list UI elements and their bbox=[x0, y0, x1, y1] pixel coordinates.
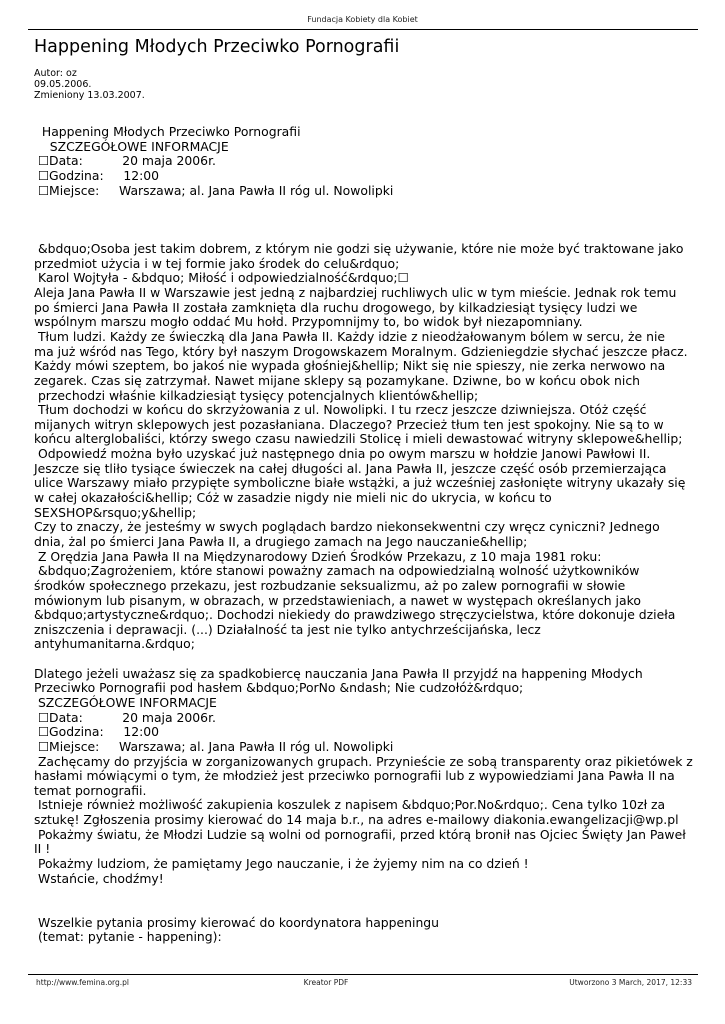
body-line: końcu alterglobaliści, którzy swego czasu nawiedzili Stolicę i mieli dewastować witryny sklepowe&hellip; bbox=[34, 431, 683, 447]
article-meta bbox=[34, 68, 145, 102]
body-line: ☐Data: 20 maja 2006r. bbox=[34, 709, 216, 725]
body-line: ma już wśród nas Tego, który był naszym Drogowskazem Moralnym. Gdzieniegdzie słychać jeszcze płacz. bbox=[34, 343, 688, 359]
body-line: w całej okazałości&hellip; Cóż w zasadzie nigdy nie mieli nic do ukrycia, w końcu to bbox=[34, 490, 552, 506]
body-line: zniszczenia i deprawacji. (...) Działalność ta jest nie tylko antychrześcijańska, lecz bbox=[34, 621, 541, 637]
body-line: Z Orędzia Jana Pawła II na Międzynarodowy Dzień Środków Przekazu, z 10 maja 1981 roku: bbox=[34, 548, 602, 564]
body-line: Zachęcamy do przyjścia w zorganizowanych grupach. Przynieście ze sobą transparenty oraz pikietówek z bbox=[34, 753, 693, 769]
body-line: II ! bbox=[34, 841, 51, 857]
body-line: temat pornografii. bbox=[34, 782, 147, 798]
footer-divider bbox=[28, 974, 698, 975]
body-line: Pokażmy ludziom, że pamiętamy Jego nauczanie, i że żyjemy nim na co dzień ! bbox=[34, 856, 529, 872]
body-line: przechodzi właśnie kilkadziesiąt tysięcy potencjalnych klientów&hellip; bbox=[34, 387, 479, 403]
body-line: zegarek. Czas się zatrzymał. Nawet mijane sklepy są pozamykane. Dziwne, bo w końcu obok nich bbox=[34, 372, 640, 388]
body-line: Wszelkie pytania prosimy kierować do koordynatora happeningu bbox=[34, 914, 440, 930]
body-line: ☐Godzina: 12:00 bbox=[34, 724, 160, 740]
body-line: (temat: pytanie - happening): bbox=[34, 929, 222, 945]
blank-line bbox=[34, 886, 694, 901]
body-line: antyhumanitarna.&rdquo; bbox=[34, 636, 195, 652]
body-line: Pokażmy światu, że Młodzi Ludzie są wolni od pornografii, przed którą bronił nas Ojciec Święty Jan Paweł bbox=[34, 826, 686, 842]
footer-created-date: Utworzono 3 March, 2017, 12:33 bbox=[569, 978, 692, 987]
blank-line bbox=[34, 198, 694, 213]
body-line: Przeciwko Pornografii pod hasłem &bdquo;PorNo &ndash; Nie cudzołóż&rdquo; bbox=[34, 680, 524, 696]
blank-line bbox=[34, 213, 694, 228]
footer-url: http://www.femina.org.pl bbox=[36, 978, 129, 987]
body-line: hasłami mówiącymi o tym, że młodzież jest przeciwko pornografii lub z wypowiedziami Jana Pawła II na bbox=[34, 768, 675, 784]
body-line: mijanych witryn sklepowych jest pozasłaniana. Dlaczego? Przecież tłum ten jest spokojny. Nie są to w bbox=[34, 416, 664, 432]
body-line: wspólnym marszu mogło oddać Mu hołd. Przypomnijmy to, bo widok był niezapomniany. bbox=[34, 314, 583, 330]
footer-generator: Kreator PDF bbox=[303, 978, 349, 987]
body-line: Jeszcze się tliło tysiące świeczek na całej długości al. Jana Pawła II, jeszcze część osób przemierzająca bbox=[34, 460, 667, 476]
body-line: Karol Wojtyła - &bdquo; Miłość i odpowiedzialność&rdquo;☐ bbox=[34, 270, 409, 286]
body-line: przedmiot użycia i w tej formie jako środek do celu&rdquo; bbox=[34, 255, 400, 271]
body-line: Istnieje również możliwość zakupienia koszulek z napisem &bdquo;Por.No&rdquo;. Cena tylko 10zł za bbox=[34, 797, 666, 813]
body-line: Tłum ludzi. Każdy ze świeczką dla Jana Pawła II. Każdy idzie z nieodżałowanym bólem w sercu, że nie bbox=[34, 328, 666, 344]
blank-line bbox=[34, 227, 694, 242]
body-line: Happening Młodych Przeciwko Pornografii bbox=[34, 124, 301, 139]
body-line: SEXSHOP&rsquo;y&hellip; bbox=[34, 504, 197, 520]
body-line: &bdquo;artystyczne&rdquo;. Dochodzi niekiedy do prawdziwego stręczycielstwa, które dokonuje dzieła bbox=[34, 607, 676, 623]
body-line: SZCZEGÓŁOWE INFORMACJE bbox=[34, 694, 217, 710]
article-author: Autor: oz bbox=[34, 68, 77, 79]
body-line: środków społecznego przekazu, jest rozbudzanie seksualizmu, aż po zalew pornografii w słowie bbox=[34, 577, 626, 593]
article-date: 09.05.2006. bbox=[34, 79, 92, 91]
body-line: mówionym lub pisanym, w obrazach, w przedstawieniach, a nawet w występach określanych jako bbox=[34, 592, 641, 608]
body-line: &bdquo;Zagrożeniem, które stanowi poważny zamach na odpowiedzialną wolność użytkowników bbox=[34, 563, 640, 579]
body-line: sztukę! Zgłoszenia prosimy kierować do 14 maja b.r., na adres e-mailowy diakonia.ewangelizacji@wp.pl bbox=[34, 812, 679, 828]
body-line: ☐Miejsce: Warszawa; al. Jana Pawła II róg ul. Nowolipki bbox=[34, 182, 394, 198]
header-divider bbox=[28, 29, 698, 30]
body-line: ☐Miejsce: Warszawa; al. Jana Pawła II róg ul. Nowolipki bbox=[34, 738, 394, 754]
article-body bbox=[34, 125, 694, 945]
body-line: dnia, żal po śmierci Jana Pawła II, a drugiego zamach na Jego nauczanie&hellip; bbox=[34, 533, 528, 549]
body-line: SZCZEGÓŁOWE INFORMACJE bbox=[34, 138, 229, 154]
body-line: Dlatego jeżeli uważasz się za spadkobiercę nauczania Jana Pawła II przyjdź na happening Młodych bbox=[34, 665, 643, 681]
body-line: ulice Warszawy miało przypięte symboliczne białe wstążki, a już wcześniej zasłonięte witryny ukazały się bbox=[34, 475, 686, 491]
body-line: Odpowiedź można było uzyskać już następnego dnia po owym marszu w hołdzie Janowi Pawłowi II. bbox=[34, 446, 651, 462]
body-line: Każdy mówi szeptem, bo jakoś nie wypada głośniej&hellip; Nikt się nie spieszy, nie zerka nerwowo na bbox=[34, 358, 666, 374]
article-modified-date: Zmieniony 13.03.2007. bbox=[34, 90, 145, 102]
body-line: &bdquo;Osoba jest takim dobrem, z którym nie godzi się używanie, które nie może być traktowane jako bbox=[34, 241, 684, 257]
body-line: Czy to znaczy, że jesteśmy w swych poglądach bardzo niekonsekwentni czy wręcz cyniczni? Jednego bbox=[34, 519, 660, 535]
site-name-header: Fundacja Kobiety dla Kobiet bbox=[307, 15, 418, 24]
blank-line bbox=[34, 652, 694, 667]
body-line: Aleja Jana Pawła II w Warszawie jest jedną z najbardziej ruchliwych ulic w tym mieście. Jednak rok temu bbox=[34, 285, 677, 301]
body-line: po śmierci Jana Pawła II została zamknięta dla ruchu drogowego, by kilkadziesiąt tysięcy ludzi we bbox=[34, 299, 638, 315]
body-line: ☐Data: 20 maja 2006r. bbox=[34, 153, 216, 169]
body-line: Wstańcie, chodźmy! bbox=[34, 870, 164, 886]
body-line: ☐Godzina: 12:00 bbox=[34, 167, 160, 183]
blank-line bbox=[34, 901, 694, 916]
body-line: Tłum dochodzi w końcu do skrzyżowania z ul. Nowolipki. I tu rzecz jeszcze dziwniejsza. Otóż część bbox=[34, 402, 647, 418]
article-title: Happening Młodych Przeciwko Pornografii bbox=[34, 37, 400, 57]
